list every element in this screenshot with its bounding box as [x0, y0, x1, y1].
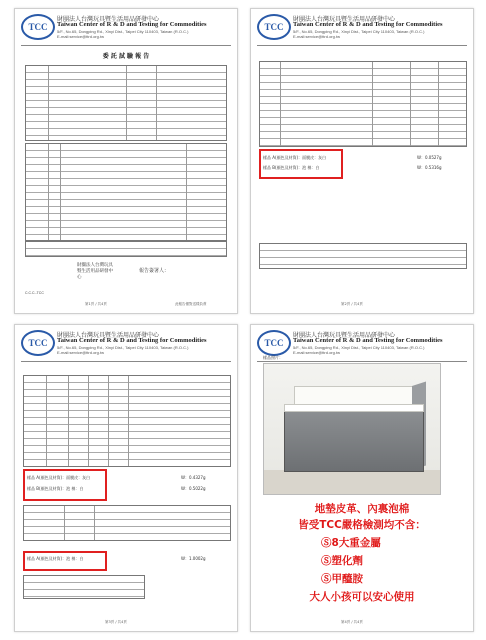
org-name-en: Taiwan Center of R & D and Testing for Commodities — [57, 337, 207, 344]
tcc-logo: TCC — [257, 14, 291, 40]
promo-item-formamide: Ⓢ甲醯胺 — [321, 573, 363, 585]
signature-label: 報告簽署人： — [139, 268, 170, 274]
sample-b-line: 樣品 B(顏色及材質)：泡 棉：白 — [263, 165, 320, 170]
weight-b: W：0.5316g — [417, 165, 442, 170]
org-contact: E-mail:service@ttrd.org.tw — [293, 34, 340, 39]
org-name-en: Taiwan Center of R & D and Testing for Commodities — [293, 21, 443, 28]
report-title: 委 託 試 驗 報 告 — [102, 53, 150, 60]
method-notes — [23, 575, 145, 599]
sample-photo-label: 樣品照片： — [263, 355, 283, 360]
notes-box — [25, 241, 227, 257]
org-name-en: Taiwan Center of R & D and Testing for Commodities — [293, 337, 443, 344]
highlight-box — [23, 469, 107, 501]
page-footer: 第1頁 / 共4頁 — [85, 302, 107, 306]
org-address: 5/F., No.65, Dongping Rd., Xinyi Dist., Taipei City 110403, Taiwan (R.O.C.) — [57, 345, 189, 350]
report-header — [21, 14, 231, 42]
header-divider — [21, 361, 231, 362]
weight-a: W：0.0527g — [417, 155, 442, 160]
page-footer: 第4頁 / 共4頁 — [341, 620, 363, 624]
tcc-logo: TCC — [21, 330, 55, 356]
promo-item-plasticizer: Ⓢ塑化劑 — [321, 555, 363, 567]
org-address: 5/F., No.65, Dongping Rd., Xinyi Dist., Taipei City 110403, Taiwan (R.O.C.) — [293, 29, 425, 34]
sample-a-line: 樣品 A(顏色及材質)：面膜皮：灰白 — [263, 155, 327, 160]
promo-headline-2: 皆受TCC嚴格檢測均不含： — [298, 519, 426, 531]
report-page-3 — [14, 324, 238, 632]
report-page-2 — [250, 8, 474, 314]
doc-code: C.C.C.-TCC — [25, 291, 44, 295]
sample-a-line: 樣品 A(顏色及材質)：面膜皮：灰白 — [27, 475, 91, 480]
formamide-table — [23, 505, 231, 541]
report-page-4 — [250, 324, 474, 632]
info-table — [25, 65, 227, 141]
tcc-logo: TCC — [257, 330, 291, 356]
org-contact: E-mail:service@ttrd.org.tw — [57, 350, 104, 355]
weight-b: W：0.5022g — [181, 486, 206, 491]
phthalate-table — [259, 61, 467, 147]
org-stamp: 財團法人台灣玩具暨生活用品研發中心 — [77, 263, 113, 280]
org-name-cn: 財團法人台灣玩具暨生活用品研發中心 — [57, 16, 160, 23]
header-divider — [257, 45, 467, 46]
summary-table — [259, 243, 467, 269]
org-name-cn: 財團法人台灣玩具暨生活用品研發中心 — [293, 332, 396, 339]
promo-item-heavy-metals: Ⓢ8大重金屬 — [321, 537, 381, 549]
tcc-logo: TCC — [21, 14, 55, 40]
report-header — [257, 14, 467, 42]
org-name-cn: 財團法人台灣玩具暨生活用品研發中心 — [57, 332, 160, 339]
promo-closing: 大人小孩可以安心使用 — [309, 591, 415, 603]
report-header — [257, 330, 467, 358]
sample-photo — [263, 363, 441, 495]
org-contact: E-mail:service@ttrd.org.tw — [57, 34, 104, 39]
org-address: 5/F., No.65, Dongping Rd., Xinyi Dist., Taipei City 110403, Taiwan (R.O.C.) — [293, 345, 425, 350]
promo-headline-1: 地墊皮革、內裏泡棉 — [314, 503, 410, 515]
org-name-en: Taiwan Center of R & D and Testing for Commodities — [57, 21, 207, 28]
page-footer-note: 此報告僅對送樣負責 — [175, 302, 207, 306]
org-address: 5/F., No.65, Dongping Rd., Xinyi Dist., Taipei City 110403, Taiwan (R.O.C.) — [57, 29, 189, 34]
weight-c: W：1.0002g — [181, 556, 206, 561]
sample-c-line: 樣品 A(顏色及材質)：泡 棉：白 — [27, 556, 84, 561]
header-divider — [21, 45, 231, 46]
sample-b-line: 樣品 B(顏色及材質)：泡 棉：白 — [27, 486, 84, 491]
heavy-metal-table — [23, 375, 231, 467]
header-divider — [257, 361, 467, 362]
report-page-1 — [14, 8, 238, 314]
report-header — [21, 330, 231, 358]
page-footer: 第3頁 / 共4頁 — [105, 620, 127, 624]
weight-a: W：0.4327g — [181, 475, 206, 480]
org-name-cn: 財團法人台灣玩具暨生活用品研發中心 — [293, 16, 396, 23]
org-contact: E-mail:service@ttrd.org.tw — [293, 350, 340, 355]
page-footer: 第2頁 / 共4頁 — [341, 302, 363, 306]
test-items-table — [25, 143, 227, 241]
highlight-box — [259, 149, 343, 179]
